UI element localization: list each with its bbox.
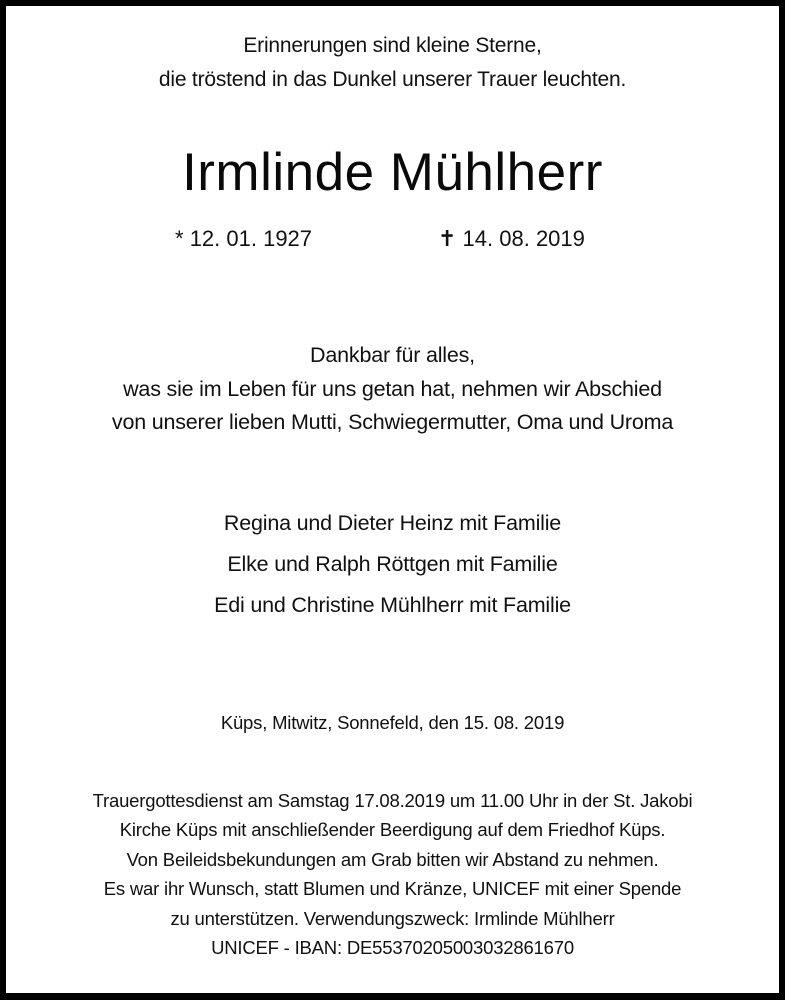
cross-icon: ✝ <box>438 226 463 251</box>
place-date: Küps, Mitwitz, Sonnefeld, den 15. 08. 2019 <box>220 712 565 733</box>
mourner-entry: Regina und Dieter Heinz mit Familie <box>223 511 562 535</box>
mourner-entry: Edi und Christine Mühlherr mit Familie <box>214 593 571 617</box>
thanks-line: von unserer lieben Mutti, Schwiegermutter, Oma und Uroma <box>111 410 674 434</box>
quote-line: Erinnerungen sind kleine Sterne, <box>243 34 542 57</box>
birth-date: 12. 01. 1927 <box>189 226 313 251</box>
obituary-notice <box>6 6 779 993</box>
thanks-line: Dankbar für alles, <box>310 343 475 367</box>
notice-line: Kirche Küps mit anschließender Beerdigung auf dem Friedhof Küps. <box>119 819 666 840</box>
birth-star-icon: * <box>175 226 190 251</box>
mourner-entry: Elke und Ralph Röttgen mit Familie <box>227 552 558 576</box>
notice-line: zu unterstützen. Verwendungszweck: Irmlinde Mühlherr <box>170 908 615 929</box>
quote-line: die tröstend in das Dunkel unserer Trauer leuchten. <box>158 68 627 91</box>
notice-line: UNICEF - IBAN: DE55370205003032861670 <box>211 937 574 958</box>
birth-date-group <box>175 226 312 252</box>
death-date-group <box>438 226 585 252</box>
death-date: 14. 08. 2019 <box>462 226 585 251</box>
notice-line: Es war ihr Wunsch, statt Blumen und Kränze, UNICEF mit einer Spende <box>103 878 682 899</box>
deceased-name: Irmlinde Mühlherr <box>182 143 603 202</box>
notice-line: Von Beileidsbekundungen am Grab bitten wir Abstand zu nehmen. <box>126 849 659 870</box>
notice-line: Trauergottesdienst am Samstag 17.08.2019 um 11.00 Uhr in der St. Jakobi <box>92 790 693 811</box>
thanks-line: was sie im Leben für uns getan hat, nehmen wir Abschied <box>123 377 662 401</box>
